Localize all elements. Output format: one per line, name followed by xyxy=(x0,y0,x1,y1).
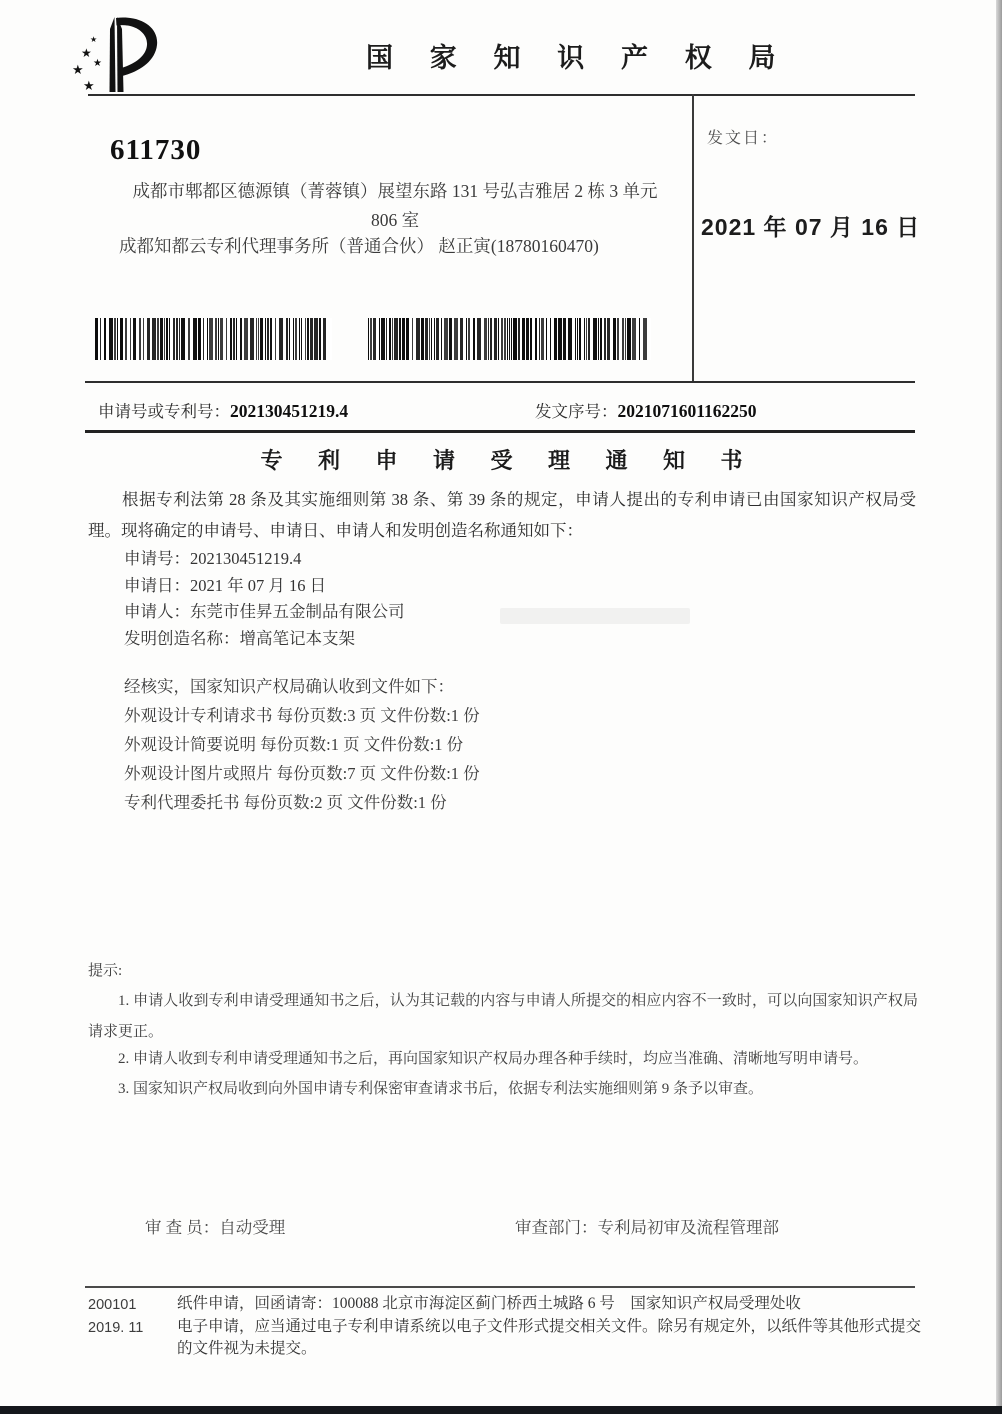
received-intro: 经核实，国家知识产权局确认收到文件如下： xyxy=(124,677,454,696)
date-box-divider xyxy=(692,94,694,382)
recipient-address xyxy=(95,177,695,235)
numbers-row-bottom-divider xyxy=(85,430,915,433)
scan-edge-bottom xyxy=(0,1406,1002,1414)
numbers-row-top-divider xyxy=(85,381,915,383)
department-label: 审查部门： xyxy=(515,1218,598,1237)
notice-intro: 根据专利法第 28 条及其实施细则第 38 条、第 39 条的规定，申请人提出的专利申请已由国家知识产权局受理。现将确定的申请号、申请日、申请人和发明创造名称通知如下： xyxy=(88,490,916,540)
scan-ghost-artifact xyxy=(500,608,690,624)
scan-edge-right xyxy=(996,0,1002,1414)
examiner-value: 自动受理 xyxy=(219,1218,286,1237)
notes-label: 提示: xyxy=(88,963,123,979)
footer-code: 2019. 11 xyxy=(88,1319,144,1336)
received-doc-row: 外观设计简要说明 每份页数:1 页 文件份数:1 份 xyxy=(124,735,464,754)
field-invention-title: 发明创造名称：增高笔记本支架 xyxy=(124,628,355,648)
department-value: 专利局初审及流程管理部 xyxy=(597,1218,779,1237)
barcode-right xyxy=(368,318,651,360)
svg-text:★: ★ xyxy=(81,46,92,60)
footer-divider xyxy=(85,1286,915,1288)
note-item: 2. 申请人收到专利申请受理通知书之后，再向国家知识产权局办理各种手续时，均应当准确、清晰地写明申请号。 xyxy=(118,1051,869,1067)
cnipa-logo-icon xyxy=(64,12,168,96)
svg-text:★: ★ xyxy=(90,35,98,44)
serial-number-label: 发文序号： xyxy=(535,402,618,421)
received-doc-row: 外观设计专利请求书 每份页数:3 页 文件份数:1 份 xyxy=(124,706,480,725)
footer-texts xyxy=(177,1293,922,1361)
note-item: 1. 申请人收到专利申请受理通知书之后，认为其记载的内容与申请人所提交的相应内容不一致时，可以向国家知识产权局请求更正。 xyxy=(88,993,918,1040)
field-application-date: 申请日：2021 年 07 月 16 日 xyxy=(124,575,327,595)
serial-number xyxy=(535,398,757,422)
application-number-value: 202130451219.4 xyxy=(230,401,349,421)
field-applicant: 申请人：东莞市佳昇五金制品有限公司 xyxy=(124,602,405,621)
received-doc-row: 专利代理委托书 每份页数:2 页 文件份数:1 份 xyxy=(124,793,447,812)
received-documents xyxy=(124,672,480,817)
svg-text:★: ★ xyxy=(93,58,102,69)
svg-text:★: ★ xyxy=(72,62,84,77)
barcode-left xyxy=(95,318,332,360)
dispatch-date-label: 发文日： xyxy=(707,130,780,147)
footer-text: 纸件申请，回函请寄：100088 北京市海淀区蓟门桥西土城路 6 号 国家知识产权局受理处收 xyxy=(177,1295,801,1312)
notice-title: 专 利 申 请 受 理 通 知 书 xyxy=(260,448,758,473)
examiner-label: 审 查 员： xyxy=(145,1218,220,1237)
header-divider xyxy=(88,94,915,96)
footer-codes xyxy=(88,1294,143,1339)
agency-title: 国 家 知 识 产 权 局 xyxy=(366,43,791,73)
dispatch-date-value: 2021 年 07 月 16 日 xyxy=(701,214,921,240)
footer-code: 200101 xyxy=(88,1297,137,1313)
note-item: 3. 国家知识产权局收到向外国申请专利保密审查请求书后，依据专利法实施细则第 9 条予以审查。 xyxy=(118,1081,764,1097)
svg-text:★: ★ xyxy=(83,78,95,93)
examiner-row xyxy=(145,1214,285,1238)
received-doc-row: 外观设计图片或照片 每份页数:7 页 文件份数:1 份 xyxy=(124,764,480,783)
application-number xyxy=(98,398,348,422)
footer-text: 电子申请，应当通过电子专利申请系统以电子文件形式提交相关文件。除另有规定外，以纸件等其他形式提交的文件视为未提交。 xyxy=(177,1317,922,1357)
address-line-1: 成都市郫都区德源镇（菁蓉镇）展望东路 131 号弘吉雅居 2 栋 3 单元 xyxy=(132,181,658,201)
application-number-label: 申请号或专利号： xyxy=(98,402,230,421)
serial-number-value: 2021071601162250 xyxy=(617,401,757,421)
department-row xyxy=(515,1214,779,1238)
field-application-number: 申请号：202130451219.4 xyxy=(124,549,302,568)
application-fields xyxy=(124,546,405,652)
agent-line: 成都知都云专利代理事务所（普通合伙） 赵正寅(18780160470) xyxy=(119,236,599,256)
postal-code: 611730 xyxy=(110,134,202,166)
address-line-2: 806 室 xyxy=(370,210,420,230)
